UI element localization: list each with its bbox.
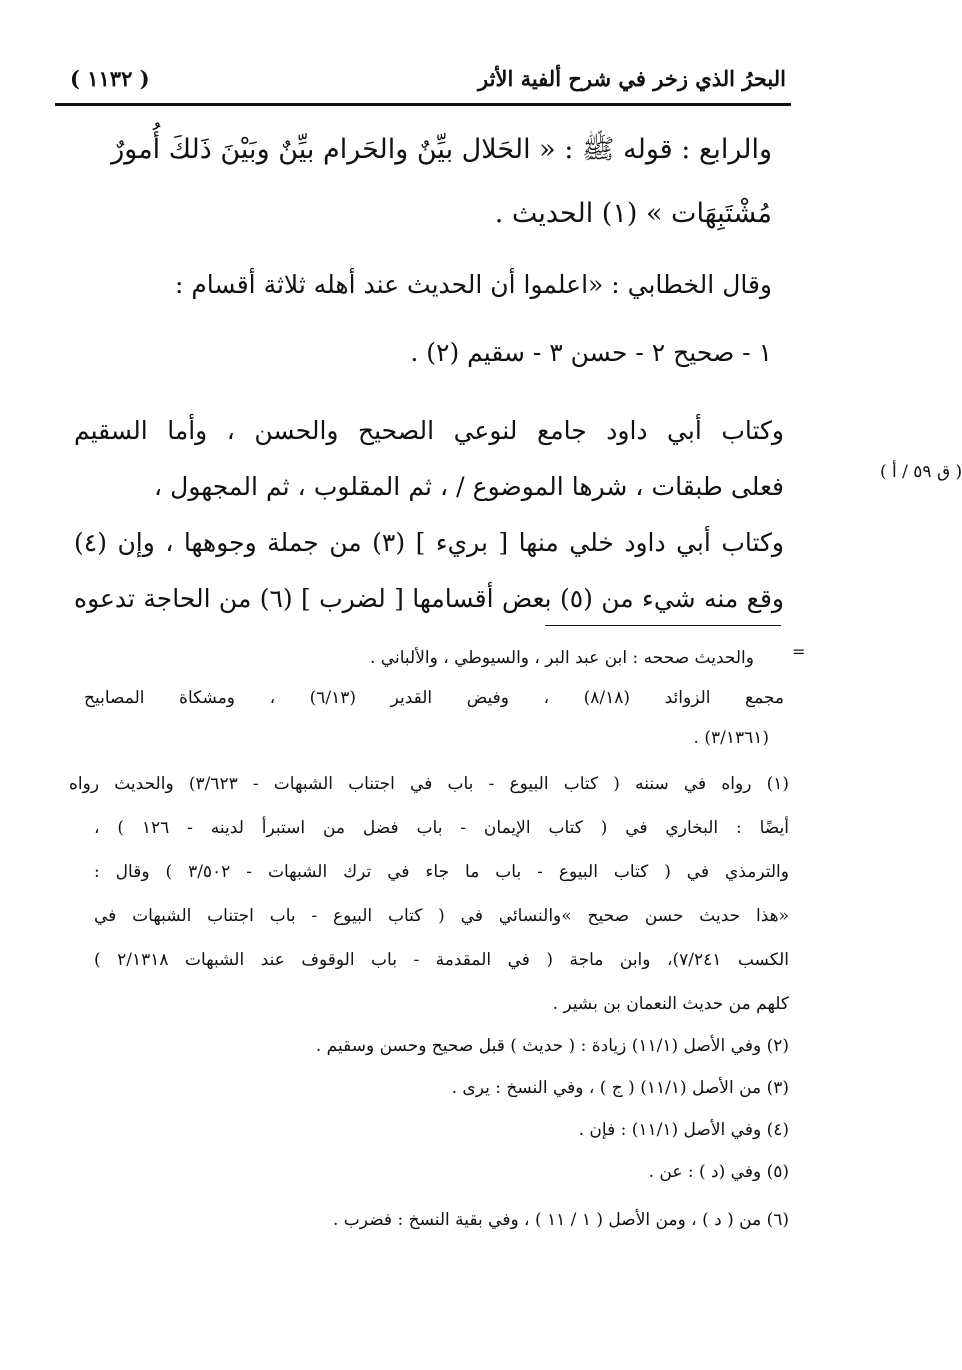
body-line-1: والرابع : قوله ﷺ : « الحَلال بيِّنٌ والحَرام بيِّنٌ وبَيْنَ ذَلكَ أُمورٌ [111,134,772,165]
footnote-continuation-mark: = [792,642,806,661]
header-rule [55,103,791,106]
manuscript-folio-note: ( ق ٥٩ / أ ) [880,462,962,482]
footnote-cont-line-2: مجمع الزوائد (٨/١٨) ، وفيض القدير (٦/١٣) ، ومشكاة المصابيح [84,688,785,708]
footnote-2: (٢) وفي الأصل (١١/١) زيادة : ( حديث ) قبل صحيح وحسن وسقيم . [315,1036,789,1056]
footnote-1-line-1: (١) رواه في سننه ( كتاب البيوع - باب في اجتناب الشبهات - ٣/٦٢٣) والحديث رواه [69,774,789,794]
page-number: ( ١١٣٢ ) [70,66,150,91]
footnote-1-line-2: أيضًا : البخاري في ( كتاب الإيمان - باب فضل من استبرأ لدينه - ١٢٦ ) ، [94,818,789,838]
footnote-3: (٣) من الأصل (١١/١) ( ج ) ، وفي النسخ : يرى . [451,1078,789,1098]
footnote-1-line-3: والترمذي في ( كتاب البيوع - باب ما جاء في ترك الشبهات - ٣/٥٠٢ ) وقال : [94,862,789,882]
body-line-2: مُشْتَبِهَات » (١) الحديث . [494,198,772,229]
body-line-5: وكتاب أبي داود جامع لنوعي الصحيح والحسن ، وأما السقيم [74,416,784,445]
body-line-4: ١ - صحيح ٢ - حسن ٣ - سقيم (٢) . [410,338,772,367]
footnote-cont-line-3: (٣/١٣٦١) . [693,728,769,748]
body-line-8: وقع منه شيء من (٥) بعض أقسامها [ لضرب ] (٦) من الحاجة تدعوه [74,584,784,613]
footnote-1-line-5: الكسب ٧/٢٤١)، وابن ماجة ( في المقدمة - باب الوقوف عند الشبهات ٢/١٣١٨ ) [94,950,789,970]
body-line-7: وكتاب أبي داود خلي منها [ بريء ] (٣) من جملة وجوهها ، وإن (٤) [74,528,785,557]
running-title: البحرُ الذي زخر في شرح ألفية الأثر [478,66,786,91]
footnote-5: (٥) وفي (د ) : عن . [648,1162,789,1182]
footnote-6: (٦) من ( د ) ، ومن الأصل ( ١ / ١١ ) ، وفي بقية النسخ : فضرب . [333,1210,789,1230]
body-line-6: فعلى طبقات ، شرها الموضوع / ، ثم المقلوب ، ثم المجهول ، [154,472,784,501]
footnote-4: (٤) وفي الأصل (١١/١) : فإن . [578,1120,789,1140]
footnote-1-line-4: «هذا حديث حسن صحيح »والنسائي في ( كتاب البيوع - باب اجتناب الشبهات في [94,906,790,926]
footnote-rule [545,625,781,626]
footnote-cont-line-1: والحديث صححه : ابن عبد البر ، والسيوطي ، والألباني . [370,648,754,668]
footnote-1-line-6: كلهم من حديث النعمان بن بشير . [552,994,789,1014]
running-header [60,62,786,102]
body-line-3: وقال الخطابي : «اعلموا أن الحديث عند أهله ثلاثة أقسام : [174,270,772,299]
